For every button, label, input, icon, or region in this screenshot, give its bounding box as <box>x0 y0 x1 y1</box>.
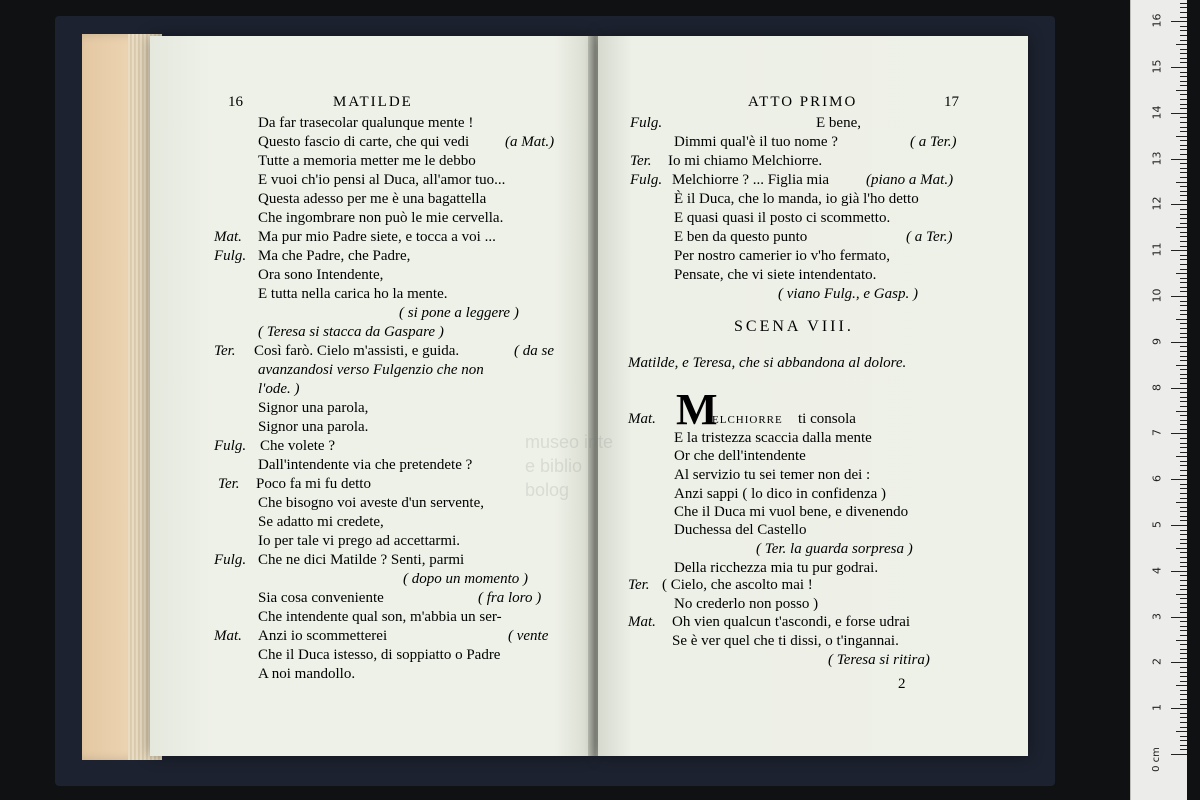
text-line: Della ricchezza mia tu pur godrai. <box>674 560 879 576</box>
ruler-tick <box>1180 470 1187 471</box>
ruler-tick <box>1180 603 1187 604</box>
ruler-tick <box>1171 754 1187 755</box>
ruler-tick <box>1180 72 1187 73</box>
ruler-tick <box>1171 571 1187 572</box>
ruler-number: 16 <box>1150 13 1164 28</box>
ruler-tick <box>1180 346 1187 347</box>
speaker-label: Ter. <box>214 343 236 359</box>
ruler-tick <box>1180 694 1187 695</box>
text-line: E la tristezza scaccia dalla mente <box>674 430 872 446</box>
text-line: Ma pur mio Padre siete, e tocca a voi ... <box>258 229 496 245</box>
ruler-tick <box>1171 21 1187 22</box>
ruler-tick <box>1180 401 1187 402</box>
text-line: E quasi quasi il posto ci scommetto. <box>674 210 891 226</box>
ruler-tick <box>1180 530 1187 531</box>
ruler-tick <box>1180 232 1187 233</box>
text-line: È il Duca, che lo manda, io già l'ho detto <box>674 191 919 207</box>
ruler-tick <box>1171 250 1187 251</box>
ruler-tick <box>1171 433 1187 434</box>
text-line: Che intendente qual son, m'abbia un ser- <box>258 609 502 625</box>
ruler-tick <box>1180 177 1187 178</box>
ruler-tick <box>1180 520 1187 521</box>
ruler-tick <box>1180 745 1187 746</box>
ruler-tick <box>1180 195 1187 196</box>
stage-direction: ( si pone a leggere ) <box>399 305 519 321</box>
ruler-tick <box>1180 323 1187 324</box>
ruler-tick <box>1180 415 1187 416</box>
ruler-tick <box>1180 465 1187 466</box>
ruler-tick <box>1180 99 1187 100</box>
ruler-tick <box>1180 672 1187 673</box>
ruler-tick <box>1180 145 1187 146</box>
ruler-tick <box>1180 214 1187 215</box>
ruler-tick <box>1180 49 1187 50</box>
ruler-tick <box>1180 667 1187 668</box>
ruler-tick <box>1180 278 1187 279</box>
ruler-tick <box>1176 136 1187 137</box>
ruler-tick <box>1180 552 1187 553</box>
ruler-tick <box>1180 539 1187 540</box>
ruler-number: 15 <box>1150 59 1164 74</box>
text-line: E bene, <box>816 115 861 131</box>
ruler-tick <box>1180 62 1187 63</box>
text-line: Questa adesso per me è una bagattella <box>258 191 487 207</box>
stage-direction: ( fra loro ) <box>478 590 542 606</box>
ruler-tick <box>1180 236 1187 237</box>
ruler-tick <box>1176 44 1187 45</box>
ruler-tick <box>1180 580 1187 581</box>
ruler-tick <box>1171 388 1187 389</box>
text-line: Al servizio tu sei temer non dei : <box>674 467 871 483</box>
text-line: A noi mandollo. <box>258 666 356 682</box>
ruler-tick <box>1180 621 1187 622</box>
stage-direction: ( dopo un momento ) <box>403 571 528 587</box>
ruler-number: 8 <box>1150 383 1164 391</box>
ruler-tick <box>1176 640 1187 641</box>
text-line: Io per tale vi prego ad accettarmi. <box>258 533 460 549</box>
text-line: Così farò. Cielo m'assisti, e guida. <box>254 343 460 359</box>
ruler-tick <box>1180 94 1187 95</box>
text-line: E tutta nella carica ho la mente. <box>258 286 448 302</box>
text-line: Che il Duca mi vuol bene, e divenendo <box>674 504 909 520</box>
text-line: Questo fascio di carte, che qui vedi <box>258 134 470 150</box>
stage-direction: ( Teresa si stacca da Gaspare ) <box>258 324 444 340</box>
ruler-tick <box>1180 209 1187 210</box>
speaker-label: Fulg. <box>630 115 663 131</box>
speaker-label: Mat. <box>214 229 242 245</box>
ruler-tick <box>1180 255 1187 256</box>
ruler-tick <box>1180 516 1187 517</box>
ruler-tick <box>1171 479 1187 480</box>
text-line: Signor una parola. <box>258 419 369 435</box>
ruler-tick <box>1180 443 1187 444</box>
ruler-tick <box>1180 30 1187 31</box>
text-line: Sia cosa conveniente <box>258 590 384 606</box>
ruler-tick <box>1180 241 1187 242</box>
ruler-tick <box>1180 612 1187 613</box>
ruler-unit: 0 cm <box>1151 747 1163 772</box>
text-line: Melchiorre ? ... Figlia mia <box>672 172 830 188</box>
ruler-tick <box>1180 76 1187 77</box>
ruler-tick <box>1180 452 1187 453</box>
ruler-tick <box>1180 369 1187 370</box>
ruler-tick <box>1180 246 1187 247</box>
ruler-tick <box>1180 35 1187 36</box>
ruler-number: 4 <box>1150 566 1164 574</box>
text-line: Ora sono Intendente, <box>258 267 384 283</box>
text-line: Anzi sappi ( lo dico in confidenza ) <box>674 486 887 502</box>
ruler-tick <box>1180 58 1187 59</box>
ruler-tick <box>1176 227 1187 228</box>
ruler-tick <box>1180 626 1187 627</box>
ruler-tick <box>1180 223 1187 224</box>
ruler-tick <box>1180 727 1187 728</box>
ruler-tick <box>1180 117 1187 118</box>
speaker-label: Fulg. <box>630 172 663 188</box>
ruler-tick <box>1180 676 1187 677</box>
ruler-tick <box>1180 736 1187 737</box>
text-line: Oh vien qualcun t'ascondi, e forse udrai <box>672 614 911 630</box>
ruler-tick <box>1180 131 1187 132</box>
ruler-tick <box>1180 17 1187 18</box>
speaker-label: Ter. <box>628 577 650 593</box>
ruler-tick <box>1176 273 1187 274</box>
ruler-tick <box>1180 191 1187 192</box>
speaker-label: Mat. <box>214 628 242 644</box>
ruler-tick <box>1180 649 1187 650</box>
ruler-tick <box>1171 204 1187 205</box>
text-line: No crederlo non posso ) <box>674 596 819 612</box>
ruler-number: 6 <box>1150 475 1164 483</box>
ruler-tick <box>1180 447 1187 448</box>
ruler-tick <box>1180 287 1187 288</box>
stage-direction: (piano a Mat.) <box>866 172 954 188</box>
ruler-tick <box>1180 566 1187 567</box>
speaker-label: Fulg. <box>214 248 247 264</box>
ruler-tick <box>1171 525 1187 526</box>
measurement-ruler <box>1130 0 1187 800</box>
text-line: Da far trasecolar qualunque mente ! <box>258 115 474 131</box>
text-line: Duchessa del Castello <box>674 522 807 538</box>
ruler-tick <box>1180 108 1187 109</box>
ruler-number: 14 <box>1150 105 1164 120</box>
ruler-tick <box>1180 484 1187 485</box>
small-caps-word: ELCHIORRE <box>712 414 783 426</box>
ruler-tick <box>1171 67 1187 68</box>
ruler-tick <box>1180 26 1187 27</box>
stage-direction: ( a Ter.) <box>906 229 953 245</box>
stage-direction: (a Mat.) <box>505 134 555 150</box>
text-line: Che volete ? <box>260 438 335 454</box>
ruler-tick <box>1180 699 1187 700</box>
running-head-right: ATTO PRIMO <box>748 94 858 110</box>
ruler-tick <box>1180 333 1187 334</box>
ruler-tick <box>1180 429 1187 430</box>
stage-direction: avanzandosi verso Fulgenzio che non <box>258 362 484 378</box>
ruler-tick <box>1180 122 1187 123</box>
ruler-tick <box>1180 186 1187 187</box>
ruler-tick <box>1180 557 1187 558</box>
ruler-tick <box>1180 607 1187 608</box>
text-line: Or che dell'intendente <box>674 448 806 464</box>
ruler-tick <box>1180 356 1187 357</box>
text-line: Tutte a memoria metter me le debbo <box>258 153 476 169</box>
ruler-tick <box>1176 90 1187 91</box>
ruler-tick <box>1180 420 1187 421</box>
ruler-tick <box>1180 172 1187 173</box>
ruler-tick <box>1176 685 1187 686</box>
ruler-number: 13 <box>1150 151 1164 166</box>
ruler-tick <box>1180 498 1187 499</box>
ruler-tick <box>1176 182 1187 183</box>
speaker-label: Mat. <box>628 614 656 630</box>
text-line: Anzi io scommetterei <box>258 628 388 644</box>
ruler-tick <box>1180 717 1187 718</box>
ruler-tick <box>1180 314 1187 315</box>
text-line: E ben da questo punto <box>674 229 808 245</box>
stage-direction: ( vente <box>508 628 549 644</box>
ruler-tick <box>1171 296 1187 297</box>
ruler-number: 10 <box>1150 288 1164 303</box>
ruler-tick <box>1180 681 1187 682</box>
ruler-tick <box>1176 594 1187 595</box>
speaker-label: Fulg. <box>214 438 247 454</box>
ruler-tick <box>1180 310 1187 311</box>
ruler-tick <box>1180 475 1187 476</box>
drop-cap: M <box>676 385 718 434</box>
ruler-tick <box>1180 168 1187 169</box>
ruler-tick <box>1180 337 1187 338</box>
ruler-tick <box>1171 708 1187 709</box>
ruler-tick <box>1180 351 1187 352</box>
page-number-left: 16 <box>228 94 243 110</box>
ruler-tick <box>1180 104 1187 105</box>
ruler-tick <box>1180 81 1187 82</box>
speaker-label: Mat. <box>628 411 656 427</box>
ruler-tick <box>1180 12 1187 13</box>
ruler-tick <box>1180 301 1187 302</box>
text-line: Io mi chiamo Melchiorre. <box>668 153 823 169</box>
text-line: ti consola <box>798 411 856 427</box>
speaker-label: Ter. <box>218 476 240 492</box>
ruler-tick <box>1180 149 1187 150</box>
ruler-tick <box>1180 575 1187 576</box>
ruler-tick <box>1176 411 1187 412</box>
ruler-tick <box>1180 507 1187 508</box>
text-line: Che bisogno voi aveste d'un servente, <box>258 495 484 511</box>
scene-characters: Matilde, e Teresa, che si abbandona al dolore. <box>628 355 907 371</box>
ruler-tick <box>1180 85 1187 86</box>
text-line: Ma che Padre, che Padre, <box>258 248 411 264</box>
ruler-tick <box>1180 598 1187 599</box>
ruler-tick <box>1180 328 1187 329</box>
ruler-tick <box>1180 406 1187 407</box>
ruler-tick <box>1180 690 1187 691</box>
ruler-tick <box>1176 731 1187 732</box>
ruler-tick <box>1171 159 1187 160</box>
ruler-tick <box>1180 722 1187 723</box>
ruler-number: 12 <box>1150 196 1164 211</box>
text-line: Se è ver quel che ti dissi, o t'ingannai. <box>672 633 899 649</box>
ruler-tick <box>1180 392 1187 393</box>
ruler-number: 5 <box>1150 521 1164 528</box>
text-line: Che ingombrare non può le mie cervella. <box>258 210 504 226</box>
text-line: E vuoi ch'io pensi al Duca, all'amor tuo... <box>258 172 506 188</box>
ruler-tick <box>1180 53 1187 54</box>
signature-mark: 2 <box>898 676 906 692</box>
ruler-number: 2 <box>1150 658 1164 666</box>
ruler-number: 7 <box>1150 429 1164 437</box>
ruler-tick <box>1180 378 1187 379</box>
ruler-number: 3 <box>1150 612 1164 620</box>
ruler-tick <box>1180 653 1187 654</box>
ruler-tick <box>1180 749 1187 750</box>
ruler-tick <box>1180 704 1187 705</box>
ruler-tick <box>1180 630 1187 631</box>
ruler-tick <box>1180 585 1187 586</box>
ruler-number: 9 <box>1150 337 1164 345</box>
ruler-tick <box>1176 548 1187 549</box>
ruler-tick <box>1180 644 1187 645</box>
ruler-tick <box>1171 662 1187 663</box>
ruler-tick <box>1180 163 1187 164</box>
ruler-tick <box>1180 7 1187 8</box>
ruler-tick <box>1180 360 1187 361</box>
ruler-tick <box>1180 291 1187 292</box>
text-line: Dimmi qual'è il tuo nome ? <box>674 134 838 150</box>
ruler-tick <box>1180 713 1187 714</box>
ruler-tick <box>1176 502 1187 503</box>
ruler-tick <box>1180 218 1187 219</box>
ruler-tick <box>1180 383 1187 384</box>
stage-direction: ( Ter. la guarda sorpresa ) <box>756 541 913 557</box>
ruler-tick <box>1180 374 1187 375</box>
ruler-tick <box>1180 200 1187 201</box>
speaker-label: Fulg. <box>214 552 247 568</box>
text-line: Che ne dici Matilde ? Senti, parmi <box>258 552 465 568</box>
ruler-tick <box>1180 461 1187 462</box>
ruler-tick <box>1171 617 1187 618</box>
ruler-tick <box>1180 543 1187 544</box>
ruler-tick <box>1180 140 1187 141</box>
stage-direction: ( a Ter.) <box>910 134 957 150</box>
ruler-tick <box>1180 259 1187 260</box>
stage-direction: ( Teresa si ritira) <box>828 652 930 668</box>
ruler-tick <box>1171 113 1187 114</box>
ruler-tick <box>1180 269 1187 270</box>
ruler-tick <box>1180 154 1187 155</box>
ruler-tick <box>1180 40 1187 41</box>
text-line: Poco fa mi fu detto <box>256 476 371 492</box>
running-head-left: MATILDE <box>333 94 413 110</box>
text-line: Signor una parola, <box>258 400 369 416</box>
ruler-tick <box>1180 282 1187 283</box>
ruler-tick <box>1176 456 1187 457</box>
ruler-tick <box>1180 264 1187 265</box>
speaker-label: Ter. <box>630 153 652 169</box>
ruler-tick <box>1180 562 1187 563</box>
ruler-tick <box>1180 488 1187 489</box>
ruler-tick <box>1180 397 1187 398</box>
ruler-tick <box>1176 319 1187 320</box>
ruler-number: 11 <box>1150 242 1164 257</box>
text-line: Che il Duca istesso, di soppiatto o Padre <box>258 647 501 663</box>
text-line: ( Cielo, che ascolto mai ! <box>662 577 813 593</box>
ruler-tick <box>1180 305 1187 306</box>
ruler-number: 1 <box>1150 704 1164 712</box>
ruler-tick <box>1180 740 1187 741</box>
ruler-tick <box>1180 511 1187 512</box>
scene-heading: SCENA VIII. <box>734 318 854 335</box>
page-number-right: 17 <box>944 94 959 110</box>
ruler-tick <box>1180 658 1187 659</box>
ruler-tick <box>1180 493 1187 494</box>
text-line: Dall'intendente via che pretendete ? <box>258 457 473 473</box>
ruler-tick <box>1180 424 1187 425</box>
ruler-tick <box>1180 534 1187 535</box>
ruler-tick <box>1176 365 1187 366</box>
text-line: Pensate, che vi siete intendentato. <box>674 267 877 283</box>
stage-direction: ( viano Fulg., e Gasp. ) <box>778 286 918 302</box>
ruler-tick <box>1171 342 1187 343</box>
ruler-tick <box>1180 438 1187 439</box>
stage-direction: l'ode. ) <box>258 381 300 397</box>
ruler-tick <box>1180 635 1187 636</box>
text-line: Per nostro camerier io v'ho fermato, <box>674 248 890 264</box>
stage-direction: ( da se <box>514 343 554 359</box>
ruler-tick <box>1180 589 1187 590</box>
ruler-tick <box>1180 3 1187 4</box>
ruler-tick <box>1180 127 1187 128</box>
text-line: Se adatto mi credete, <box>258 514 384 530</box>
